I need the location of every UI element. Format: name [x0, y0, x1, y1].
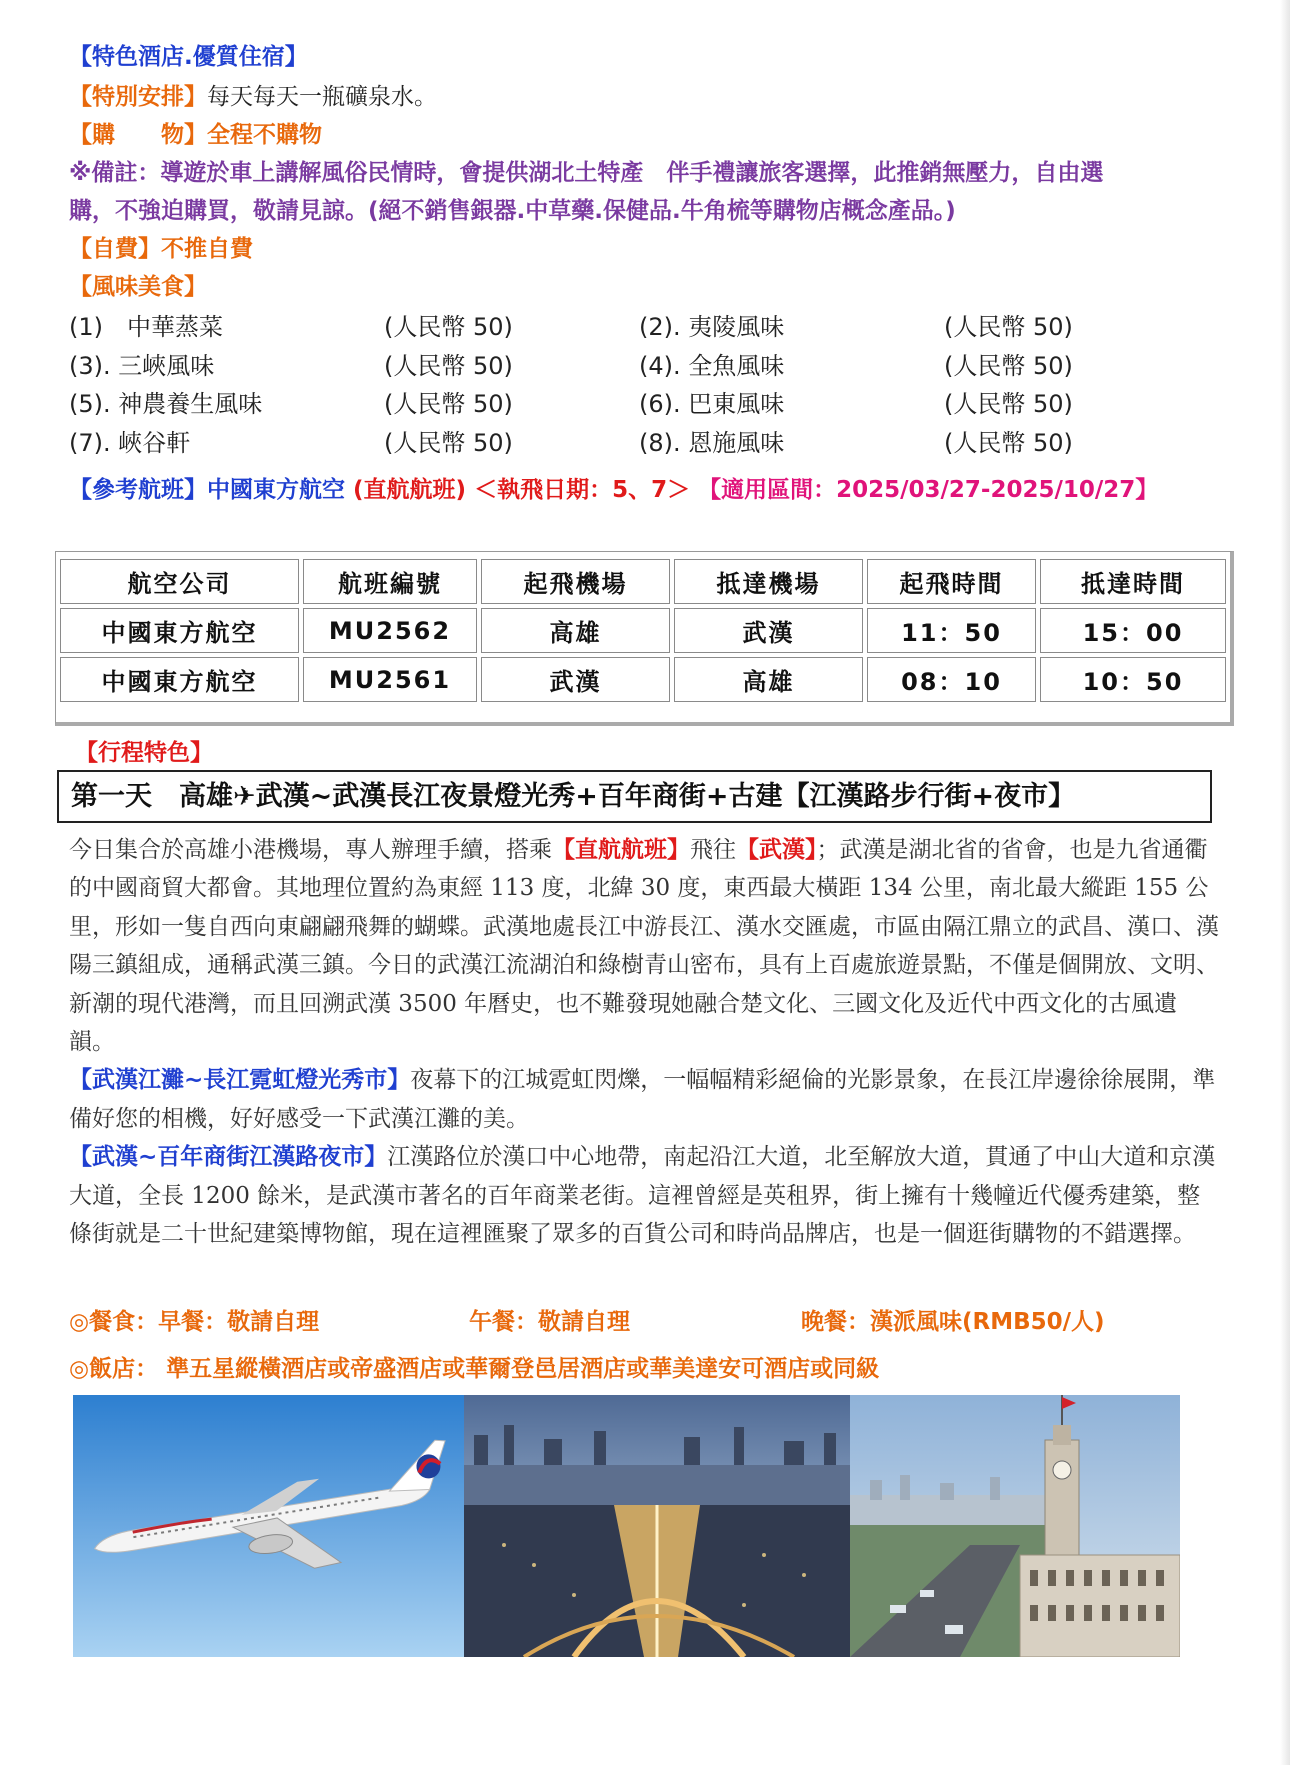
header-departure-time: 起飛時間	[867, 559, 1036, 604]
cell-flight-no: MU2561	[303, 657, 477, 702]
food-name: (8). 恩施風味	[639, 428, 785, 457]
cell-arrival-time: 10：50	[1040, 657, 1226, 702]
food-name: (4). 全魚風味	[639, 351, 785, 380]
food-name: (3). 三峽風味	[69, 351, 215, 380]
self-pay-line: 【自費】不推自費	[69, 236, 253, 262]
note-line-1: ※備註：導遊於車上講解風俗民情時，會提供湖北土特產 伴手禮讓旅客選擇，此推銷無壓力，自由選	[69, 160, 1104, 186]
cell-airline: 中國東方航空	[60, 608, 299, 653]
text-segment: 今日集合於高雄小港機場，專人辦理手續，搭乘	[69, 837, 552, 863]
table-row	[60, 657, 1226, 702]
flight-table	[56, 555, 1230, 706]
cell-airline: 中國東方航空	[60, 657, 299, 702]
intro-section	[69, 38, 1225, 506]
paragraph-intro	[69, 831, 1221, 1061]
cell-departure-airport: 武漢	[481, 657, 670, 702]
airplane-photo	[73, 1395, 464, 1657]
header-arrival-time: 抵達時間	[1040, 559, 1226, 604]
flight-dates: ＜執飛日期：5、7＞	[474, 477, 691, 503]
note-line-2: 購，不強迫購買，敬請見諒。(絕不銷售銀器.中草藥.保健品.牛角梳等購物店概念產品。)	[69, 198, 956, 224]
highlight-light-show: 【武漢江灘~長江霓虹燈光秀市】	[69, 1067, 411, 1094]
flight-period: 【適用區間：2025/03/27-2025/10/27】	[698, 477, 1159, 503]
cell-departure-airport: 高雄	[481, 608, 670, 653]
highlight-night-market: 【武漢~百年商街江漢路夜市】	[69, 1144, 388, 1171]
food-price: (人民幣 50)	[944, 390, 1073, 418]
flight-table-container	[55, 551, 1234, 726]
cell-departure-time: 08：10	[867, 657, 1036, 702]
flight-label: 【參考航班】中國東方航空	[69, 477, 345, 503]
special-label: 【特別安排】	[69, 84, 207, 110]
flight-direct: (直航航班)	[353, 477, 467, 503]
cell-arrival-airport: 武漢	[674, 608, 863, 653]
paragraph-night-market	[69, 1138, 1221, 1253]
meal-line	[69, 1303, 1105, 1336]
header-departure-airport: 起飛機場	[481, 559, 670, 604]
food-price: (人民幣 50)	[944, 351, 1073, 380]
day-one-description	[69, 831, 1221, 1253]
meal-breakfast: ◎餐食：早餐：敬請自理	[69, 1309, 320, 1335]
food-price: (人民幣 50)	[944, 313, 1073, 341]
table-header-row	[60, 559, 1226, 604]
special-arrangement	[69, 78, 1225, 116]
highlight-wuhan: 【武漢】	[736, 837, 817, 863]
day-one-title: 第一天 高雄✈武漢~武漢長江夜景燈光秀+百年商街+古建【江漢路步行街+夜市】	[57, 770, 1212, 823]
city-night-photo	[464, 1395, 850, 1657]
cell-arrival-airport: 高雄	[674, 657, 863, 702]
text-segment: 夜幕下的江城霓虹閃爍，一幅幅精彩絕倫的光影景象，在長江岸邊徐徐展開，準備好您的相機，好好感受一下武漢江灘的美。	[69, 1067, 1216, 1132]
meal-dinner: 晚餐：漢派風味(RMB50/人)	[801, 1309, 1105, 1335]
food-name: (7). 峽谷軒	[69, 428, 191, 457]
customs-house-photo	[850, 1395, 1180, 1657]
hotel-heading: 【特色酒店.優質住宿】	[69, 44, 308, 70]
food-name: (5). 神農養生風味	[69, 390, 263, 418]
page-edge	[1280, 0, 1290, 1765]
highlight-direct-flight: 【直航航班】	[552, 837, 690, 863]
text-segment: 飛往	[690, 837, 736, 863]
table-row	[60, 608, 1226, 653]
food-price: (人民幣 50)	[384, 351, 513, 380]
cell-departure-time: 11：50	[867, 608, 1036, 653]
header-flight-no: 航班編號	[303, 559, 477, 604]
hotel-line: ◎飯店： 準五星縱橫酒店或帝盛酒店或華爾登邑居酒店或華美達安可酒店或同級	[69, 1356, 880, 1382]
food-heading: 【風味美食】	[69, 274, 207, 300]
text-segment: ；武漢是湖北省的省會，也是九省通衢的中國商貿大都會。其地理位置約為東經 113 度，北緯 30 度，東西最大橫距 134 公里，南北最大縱距 155 公里，形如一隻自西向東翩翩飛舞的蝴蝶。武漢地處長江中游長江、漢水交匯處，市區由隔江鼎立的武昌、漢口、漢陽三鎮組成，通稱武漢三鎮。今日的武漢江流湖泊和綠樹青山密布，具有上百處旅遊景點，不僅是個開放、文明、新潮的現代港灣，而且回溯武漢 3500 年曆史，也不難發現她融合楚文化、三國文化及近代中西文化的古風遺韻。	[69, 837, 1219, 1056]
food-price: (人民幣 50)	[384, 428, 513, 457]
cell-arrival-time: 15：00	[1040, 608, 1226, 653]
food-name: (1) 中華蒸菜	[69, 313, 223, 341]
food-list	[69, 308, 1225, 462]
cell-flight-no: MU2562	[303, 608, 477, 653]
food-price: (人民幣 50)	[384, 390, 513, 418]
special-text: 每天每天一瓶礦泉水。	[207, 84, 437, 110]
food-price: (人民幣 50)	[384, 313, 513, 341]
food-name: (6). 巴東風味	[639, 390, 785, 418]
paragraph-light-show	[69, 1061, 1221, 1138]
food-name: (2). 夷陵風味	[639, 313, 785, 341]
food-price: (人民幣 50)	[944, 428, 1073, 457]
text-segment: 江漢路位於漢口中心地帶，南起沿江大道，北至解放大道，貫通了中山大道和京漢大道，全長 1200 餘米，是武漢市著名的百年商業老街。這裡曾經是英租界，街上擁有十幾幢近代優秀建築，整條街就是二十世紀建築博物館，現在這裡匯聚了眾多的百貨公司和時尚品牌店，也是一個逛街購物的不錯選擇。	[69, 1144, 1216, 1248]
itinerary-heading: 【行程特色】	[75, 740, 213, 766]
flight-reference	[69, 474, 1225, 506]
header-airline: 航空公司	[60, 559, 299, 604]
header-arrival-airport: 抵達機場	[674, 559, 863, 604]
shopping-line: 【購 物】全程不購物	[69, 122, 322, 148]
meal-lunch: 午餐：敬請自理	[469, 1309, 630, 1335]
